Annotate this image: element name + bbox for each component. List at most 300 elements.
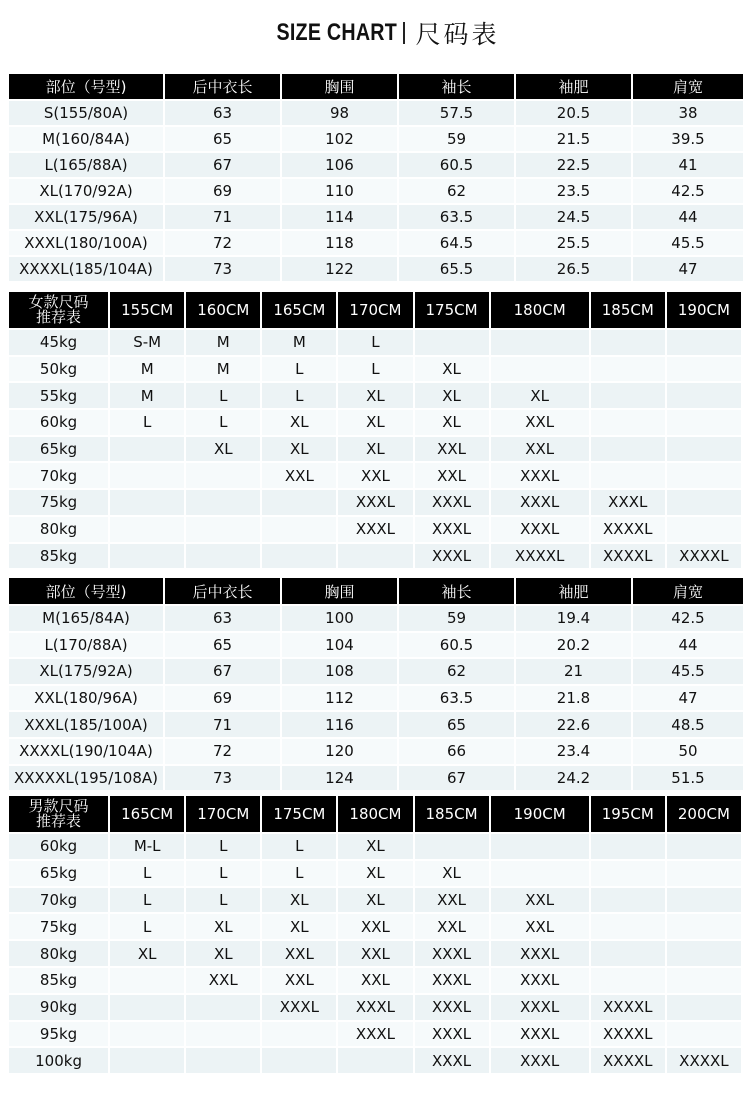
table-cell: 65 (165, 633, 280, 660)
table-cell: XXXL (415, 1048, 489, 1075)
table-cell: 57.5 (399, 101, 514, 127)
table-cell: 63.5 (399, 686, 514, 713)
table-cell: 60.5 (399, 153, 514, 179)
table-cell (591, 968, 665, 995)
row-label-cell: XXXL(180/100A) (9, 231, 163, 257)
corner-cell (9, 292, 108, 330)
table-cell (667, 1022, 741, 1049)
table-row (9, 968, 741, 995)
table-cell: 118 (282, 231, 397, 257)
table-cell: XL (338, 437, 412, 464)
row-label-cell: XXXXXL(195/108A) (9, 766, 163, 793)
table-cell: 72 (165, 739, 280, 766)
table-cell (667, 357, 741, 384)
row-label-cell: 50kg (9, 357, 108, 384)
table-cell: XXXL (591, 490, 665, 517)
table-cell: 69 (165, 686, 280, 713)
table-cell: XXL (415, 463, 489, 490)
table-cell: 62 (399, 659, 514, 686)
table-cell: 120 (282, 739, 397, 766)
table-cell: XXXL (415, 995, 489, 1022)
women-recommend-table (7, 292, 743, 570)
height-header: 175CM (415, 292, 489, 330)
table-body (9, 606, 743, 792)
table-cell: 63.5 (399, 205, 514, 231)
table-cell: XL (415, 357, 489, 384)
table-cell: 50 (633, 739, 743, 766)
table-cell: XL (338, 861, 412, 888)
table-cell (591, 463, 665, 490)
table-cell: XXXL (415, 1022, 489, 1049)
table-cell: L (186, 888, 260, 915)
table-row (9, 686, 743, 713)
row-label-cell: 65kg (9, 861, 108, 888)
table-cell: XL (262, 410, 336, 437)
table-cell: 41 (633, 153, 743, 179)
table-cell (591, 861, 665, 888)
table-cell (110, 463, 184, 490)
table-cell: XXXL (338, 490, 412, 517)
table-cell: XXXL (415, 517, 489, 544)
table-cell (667, 517, 741, 544)
row-label-cell: 90kg (9, 995, 108, 1022)
table-cell (667, 410, 741, 437)
men-recommend-table (7, 796, 743, 1075)
table-cell: XXL (415, 914, 489, 941)
table-cell: 24.5 (516, 205, 631, 231)
row-label-cell: XXXXL(190/104A) (9, 739, 163, 766)
table-cell: 47 (633, 257, 743, 283)
row-label-cell: 70kg (9, 888, 108, 915)
title-english: SIZE CHART (276, 19, 398, 46)
table-cell: 42.5 (633, 179, 743, 205)
table-cell: L (262, 357, 336, 384)
page-title (0, 0, 750, 66)
table-cell (667, 914, 741, 941)
table-cell (110, 968, 184, 995)
row-label-cell: XL(175/92A) (9, 659, 163, 686)
table-cell: 64.5 (399, 231, 514, 257)
table-cell: XXXXL (591, 517, 665, 544)
table-row (9, 739, 743, 766)
height-header: 195CM (591, 796, 665, 834)
height-header: 185CM (591, 292, 665, 330)
table-cell (667, 995, 741, 1022)
table-cell: XXXL (491, 1048, 589, 1075)
header-cell: 部位（号型) (9, 74, 163, 101)
table-cell (338, 1048, 412, 1075)
table-cell: XL (415, 861, 489, 888)
table-cell: XL (491, 383, 589, 410)
table-cell (667, 968, 741, 995)
table-cell (667, 463, 741, 490)
table-cell: L (110, 861, 184, 888)
table-row (9, 888, 741, 915)
row-label-cell: 75kg (9, 490, 108, 517)
table-row (9, 231, 743, 257)
table-cell: XXXL (491, 1022, 589, 1049)
table-cell: XXL (491, 888, 589, 915)
table-cell (591, 383, 665, 410)
table-row (9, 766, 743, 793)
table-cell: M (110, 357, 184, 384)
table-cell: XXXL (415, 490, 489, 517)
table-cell: 71 (165, 205, 280, 231)
table-body (9, 101, 743, 283)
table-cell: 45.5 (633, 659, 743, 686)
table-cell: XL (110, 941, 184, 968)
table-row (9, 712, 743, 739)
men-size-table (7, 578, 745, 792)
table-cell (262, 544, 336, 571)
header-cell: 部位（号型) (9, 578, 163, 606)
table-cell (591, 357, 665, 384)
table-cell: XXXXL (667, 544, 741, 571)
table-row (9, 1048, 741, 1075)
table-cell: 110 (282, 179, 397, 205)
height-header: 190CM (491, 796, 589, 834)
table-cell (667, 861, 741, 888)
height-header: 155CM (110, 292, 184, 330)
table-cell: XXL (338, 941, 412, 968)
table-cell: L (262, 861, 336, 888)
header-cell: 袖肥 (516, 74, 631, 101)
row-label-cell: S(155/80A) (9, 101, 163, 127)
table-cell: L (110, 914, 184, 941)
table-cell: M (110, 383, 184, 410)
row-label-cell: XXXL(185/100A) (9, 712, 163, 739)
header-cell: 肩宽 (633, 74, 743, 101)
table-cell: 59 (399, 606, 514, 633)
corner-cell (9, 796, 108, 834)
table-cell: 44 (633, 205, 743, 231)
table-cell: L (262, 383, 336, 410)
table-cell: 66 (399, 739, 514, 766)
table-cell (110, 490, 184, 517)
height-header: 180CM (338, 796, 412, 834)
header-cell: 袖长 (399, 74, 514, 101)
table-cell: S-M (110, 330, 184, 357)
table-cell (591, 410, 665, 437)
table-cell: 39.5 (633, 127, 743, 153)
table-cell: M (262, 330, 336, 357)
table-cell: L (186, 861, 260, 888)
table-row (9, 257, 743, 283)
table-cell: XXL (338, 463, 412, 490)
table-cell: 25.5 (516, 231, 631, 257)
table-row (9, 101, 743, 127)
table-cell: XXXL (338, 995, 412, 1022)
table-row (9, 357, 741, 384)
row-label-cell: 85kg (9, 544, 108, 571)
table-cell: XXL (491, 437, 589, 464)
table-row (9, 153, 743, 179)
row-label-cell: 85kg (9, 968, 108, 995)
table-row (9, 517, 741, 544)
table-cell (186, 1048, 260, 1075)
row-label-cell: 70kg (9, 463, 108, 490)
table-cell: XXXL (491, 490, 589, 517)
table-cell: XL (262, 888, 336, 915)
table-cell (262, 1048, 336, 1075)
table-cell: XXXL (415, 941, 489, 968)
table-row (9, 834, 741, 861)
table-cell: XL (338, 410, 412, 437)
table-cell (591, 888, 665, 915)
row-label-cell: 60kg (9, 834, 108, 861)
table-cell: 67 (165, 659, 280, 686)
row-label-cell: XXL(180/96A) (9, 686, 163, 713)
table-cell: 60.5 (399, 633, 514, 660)
table-cell: 100 (282, 606, 397, 633)
table-cell (591, 941, 665, 968)
table-row (9, 490, 741, 517)
header-cell: 肩宽 (633, 578, 743, 606)
table-cell: L (186, 410, 260, 437)
header-cell: 胸围 (282, 74, 397, 101)
table-cell: XXL (415, 888, 489, 915)
table-cell: XXL (491, 410, 589, 437)
height-header: 165CM (110, 796, 184, 834)
table-cell: 73 (165, 257, 280, 283)
table-cell: 62 (399, 179, 514, 205)
height-header: 180CM (491, 292, 589, 330)
header-cell: 后中衣长 (165, 578, 280, 606)
height-header: 165CM (262, 292, 336, 330)
table-cell: 108 (282, 659, 397, 686)
table-cell: 22.6 (516, 712, 631, 739)
table-cell (591, 914, 665, 941)
table-cell (415, 834, 489, 861)
table-row (9, 606, 743, 633)
table-cell: XL (415, 410, 489, 437)
table-cell: XXL (338, 914, 412, 941)
table-cell: 21 (516, 659, 631, 686)
table-cell: M (186, 330, 260, 357)
table-cell: 19.4 (516, 606, 631, 633)
corner-line: 女款尺码 (28, 293, 89, 311)
table-cell: 20.5 (516, 101, 631, 127)
row-label-cell: L(170/88A) (9, 633, 163, 660)
table-cell: 45.5 (633, 231, 743, 257)
table-cell (110, 1022, 184, 1049)
table-cell: 21.5 (516, 127, 631, 153)
table-cell: M (186, 357, 260, 384)
table-cell: XXXXL (591, 995, 665, 1022)
row-label-cell: 55kg (9, 383, 108, 410)
table-cell: XXL (262, 463, 336, 490)
table-cell: L (110, 888, 184, 915)
table-row (9, 941, 741, 968)
table-cell (110, 995, 184, 1022)
table-cell: XXXL (491, 517, 589, 544)
table-cell: XXL (491, 914, 589, 941)
table-row (9, 410, 741, 437)
table-cell: XL (186, 914, 260, 941)
table-cell: XXL (415, 437, 489, 464)
table-cell: XXXXL (591, 1022, 665, 1049)
table-cell (110, 544, 184, 571)
table-cell: 112 (282, 686, 397, 713)
table-cell: XL (262, 437, 336, 464)
row-label-cell: L(165/88A) (9, 153, 163, 179)
table-cell: XL (262, 914, 336, 941)
table-cell: XXL (186, 968, 260, 995)
women-size-table (7, 74, 745, 283)
table-row (9, 659, 743, 686)
table-cell: XL (186, 437, 260, 464)
table-cell: 73 (165, 766, 280, 793)
table-cell: 72 (165, 231, 280, 257)
row-label-cell: 95kg (9, 1022, 108, 1049)
table-cell: 22.5 (516, 153, 631, 179)
table-cell: L (186, 834, 260, 861)
row-label-cell: M(165/84A) (9, 606, 163, 633)
table-row (9, 633, 743, 660)
table-cell: 21.8 (516, 686, 631, 713)
table-cell: XXXL (491, 941, 589, 968)
table-row (9, 179, 743, 205)
height-header: 185CM (415, 796, 489, 834)
table-cell: XXXL (415, 544, 489, 571)
row-label-cell: XXL(175/96A) (9, 205, 163, 231)
table-cell: 38 (633, 101, 743, 127)
table-cell: 67 (399, 766, 514, 793)
table-cell: 63 (165, 101, 280, 127)
table-cell: XXL (262, 968, 336, 995)
table-cell: 47 (633, 686, 743, 713)
table-cell: L (262, 834, 336, 861)
table-row (9, 995, 741, 1022)
table-cell: 42.5 (633, 606, 743, 633)
table-cell: 71 (165, 712, 280, 739)
table-row (9, 437, 741, 464)
table-cell: 69 (165, 179, 280, 205)
table-cell (262, 1022, 336, 1049)
height-header: 190CM (667, 292, 741, 330)
table-cell: 23.5 (516, 179, 631, 205)
table-cell (262, 490, 336, 517)
table-cell: XXXL (415, 968, 489, 995)
table-cell (110, 437, 184, 464)
title-chinese: 尺码表 (415, 20, 500, 49)
table-row (9, 463, 741, 490)
row-label-cell: 45kg (9, 330, 108, 357)
table-cell: 23.4 (516, 739, 631, 766)
table-cell: XL (338, 383, 412, 410)
table-cell (186, 1022, 260, 1049)
row-label-cell: XL(170/92A) (9, 179, 163, 205)
row-label-cell: 100kg (9, 1048, 108, 1075)
table-cell: XXXL (338, 517, 412, 544)
table-cell (491, 861, 589, 888)
table-cell: 67 (165, 153, 280, 179)
height-header: 160CM (186, 292, 260, 330)
row-label-cell: 60kg (9, 410, 108, 437)
table-cell: L (110, 410, 184, 437)
table-cell (491, 330, 589, 357)
table-cell: 63 (165, 606, 280, 633)
table-cell: 124 (282, 766, 397, 793)
table-cell (186, 517, 260, 544)
table-cell: XXXXL (667, 1048, 741, 1075)
height-header: 170CM (186, 796, 260, 834)
table-cell: 122 (282, 257, 397, 283)
row-label-cell: 80kg (9, 941, 108, 968)
table-body (9, 330, 741, 570)
table-cell: 44 (633, 633, 743, 660)
row-label-cell: 80kg (9, 517, 108, 544)
table-body (9, 834, 741, 1075)
table-cell: XXXL (491, 995, 589, 1022)
table-cell: L (338, 357, 412, 384)
table-cell: XXXXL (591, 544, 665, 571)
table-cell: 106 (282, 153, 397, 179)
table-cell: XXXL (491, 968, 589, 995)
table-cell (186, 463, 260, 490)
table-cell: 65.5 (399, 257, 514, 283)
table-cell: L (338, 330, 412, 357)
table-cell (262, 517, 336, 544)
table-cell (667, 383, 741, 410)
table-cell: 65 (399, 712, 514, 739)
table-cell (186, 544, 260, 571)
header-cell: 袖肥 (516, 578, 631, 606)
table-cell (667, 490, 741, 517)
table-cell: XL (338, 834, 412, 861)
table-cell: XL (186, 941, 260, 968)
table-cell (491, 357, 589, 384)
row-label-cell: XXXXL(185/104A) (9, 257, 163, 283)
table-cell (591, 834, 665, 861)
corner-line: 推荐表 (36, 308, 82, 326)
corner-line: 推荐表 (36, 812, 82, 830)
table-cell (491, 834, 589, 861)
table-cell (667, 888, 741, 915)
table-cell (110, 517, 184, 544)
table-cell (667, 834, 741, 861)
table-cell: 65 (165, 127, 280, 153)
table-cell: XL (338, 888, 412, 915)
table-cell: L (186, 383, 260, 410)
title-divider (403, 22, 405, 44)
height-header: 175CM (262, 796, 336, 834)
table-cell: XXXL (338, 1022, 412, 1049)
table-cell: XXL (338, 968, 412, 995)
header-cell: 后中衣长 (165, 74, 280, 101)
table-cell: 114 (282, 205, 397, 231)
table-cell (338, 544, 412, 571)
table-cell: XL (415, 383, 489, 410)
row-label-cell: M(160/84A) (9, 127, 163, 153)
table-cell (415, 330, 489, 357)
table-cell (591, 437, 665, 464)
table-row (9, 205, 743, 231)
table-cell (110, 1048, 184, 1075)
table-cell (186, 490, 260, 517)
table-cell: 98 (282, 101, 397, 127)
table-cell (667, 330, 741, 357)
table-cell: 116 (282, 712, 397, 739)
header-cell: 袖长 (399, 578, 514, 606)
table-cell: 24.2 (516, 766, 631, 793)
table-cell: 26.5 (516, 257, 631, 283)
table-row (9, 914, 741, 941)
row-label-cell: 65kg (9, 437, 108, 464)
table-cell: 51.5 (633, 766, 743, 793)
table-cell: 102 (282, 127, 397, 153)
table-cell (186, 995, 260, 1022)
